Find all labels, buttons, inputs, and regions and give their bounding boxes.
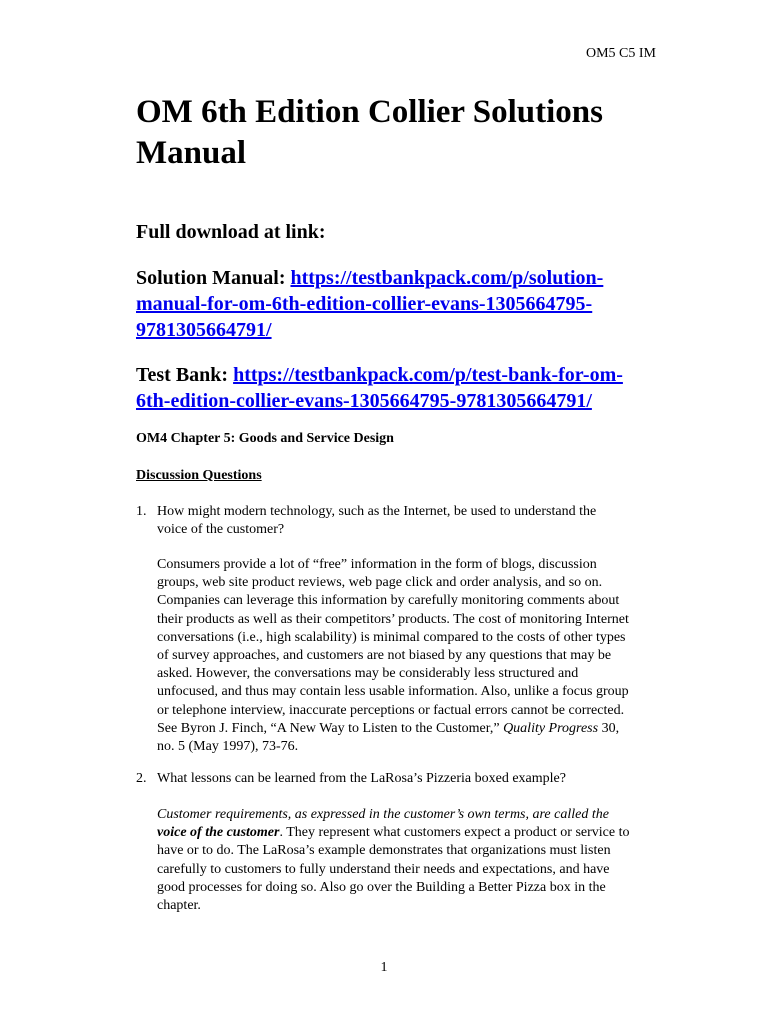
- download-label: Full download at link:: [136, 221, 326, 243]
- header-code: OM5 C5 IM: [585, 46, 656, 61]
- document-title: OM 6th Edition Collier Solutions Manual: [136, 94, 603, 171]
- question-line-1: What lessons can be learned from the LaRosa’s Pizzeria boxed example?: [157, 771, 566, 786]
- answer-2: [157, 806, 637, 915]
- solution-manual-link-line-3[interactable]: 9781305664791/: [136, 319, 272, 341]
- chapter-title: OM4 Chapter 5: Goods and Service Design: [136, 431, 394, 446]
- test-bank-link-line-1[interactable]: https://testbankpack.com/p/test-bank-for-om-: [233, 364, 623, 386]
- question-line-1: How might modern technology, such as the Internet, be used to understand the: [157, 504, 597, 519]
- question-text: [157, 770, 637, 788]
- test-bank-label: Test Bank:: [136, 364, 234, 386]
- answer-1: [157, 556, 637, 756]
- question-number: 2.: [136, 771, 147, 786]
- question-text: [157, 503, 637, 539]
- page-number: 1: [380, 960, 388, 975]
- solution-manual-link-line-2[interactable]: manual-for-om-6th-edition-collier-evans-1305664795-: [136, 293, 593, 315]
- answer-italic-intro: Customer requirements, as expressed in the customer’s own terms, are called the: [157, 807, 609, 822]
- section-heading: Discussion Questions: [136, 468, 262, 483]
- answer-citation: 30, no. 5 (May 1997), 73-76.: [157, 720, 620, 755]
- solution-manual-link-line-1[interactable]: https://testbankpack.com/p/solution-: [290, 267, 604, 289]
- test-bank-link-line-2[interactable]: 6th-edition-collier-evans-1305664795-9781305664791/: [136, 390, 592, 412]
- journal-title: Quality Progress: [503, 720, 599, 736]
- question-number: 1.: [136, 504, 147, 519]
- solution-manual-block: [136, 265, 636, 343]
- question-line-2: voice of the customer?: [157, 522, 285, 537]
- test-bank-block: [136, 362, 636, 414]
- solution-manual-label: Solution Manual:: [136, 267, 291, 289]
- voice-of-customer-term: voice of the customer: [157, 825, 280, 841]
- answer-text: . They represent what customers expect a product or service to have or to do. The LaRosa’s example demonstrates that organizations must listen carefully to customers to fully understand their needs and expectations, and have good processes for doing so. Also go over the Building a Better Pizza box in the chapter.: [157, 825, 630, 914]
- answer-text: Consumers provide a lot of “free” information in the form of blogs, discussion groups, web site product reviews, web page click and order analysis, and so on. Companies can leverage this information by carefully monitoring comments about their products as well as their competitors’ products. The cost of monitoring Internet conversations (i.e., high scalability) is minimal compared to the costs of other types of survey approaches, and customers are not biased by any questions that may be asked. However, the conversations may be considerably less structured and unfocused, and thus may contain less usable information. Also, unlike a focus group or telephone interview, inaccurate perceptions or factual errors cannot be corrected. See Byron J. Finch, “A New Way to Listen to the Customer,”: [157, 557, 629, 736]
